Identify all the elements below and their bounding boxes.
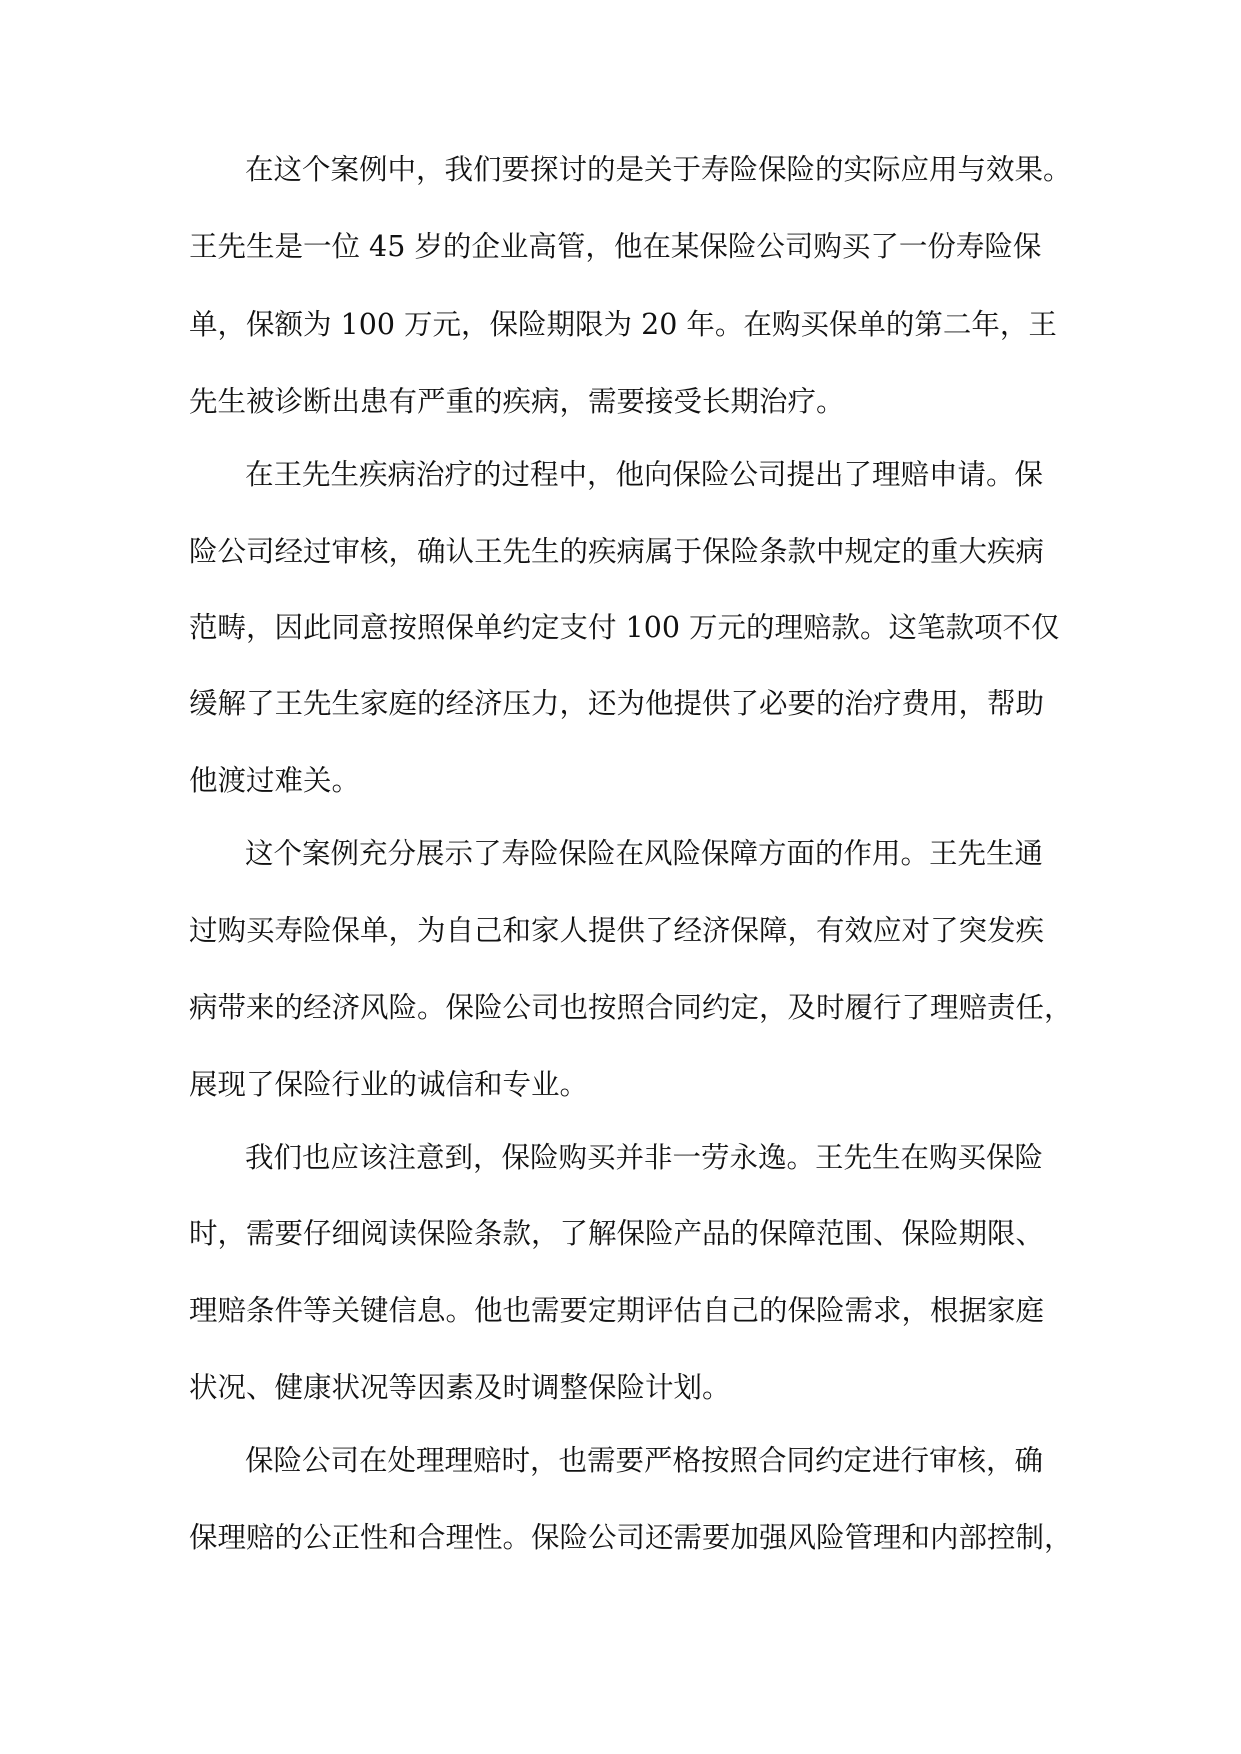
paragraph-3-line-3: 病带来的经济风险。保险公司也按照合同约定，及时履行了理赔责任， (189, 991, 1073, 1024)
paragraph-2-line-1: 在王先生疾病治疗的过程中，他向保险公司提出了理赔申请。保 (245, 458, 1044, 491)
paragraph-2-line-4: 缓解了王先生家庭的经济压力，还为他提供了必要的治疗费用，帮助 (189, 687, 1045, 720)
paragraph-1-line-1: 在这个案例中，我们要探讨的是关于寿险保险的实际应用与效果。 (245, 153, 1072, 186)
paragraph-2-line-3: 范畴，因此同意按照保单约定支付 100 万元的理赔款。这笔款项不仅 (189, 611, 1060, 644)
paragraph-3-line-2: 过购买寿险保单，为自己和家人提供了经济保障，有效应对了突发疾 (189, 914, 1045, 947)
paragraph-5-line-2: 保理赔的公正性和合理性。保险公司还需要加强风险管理和内部控制， (189, 1521, 1073, 1554)
paragraph-1-line-3: 单，保额为 100 万元，保险期限为 20 年。在购买保单的第二年，王 (189, 308, 1057, 341)
paragraph-2-line-2: 险公司经过审核，确认王先生的疾病属于保险条款中规定的重大疾病 (189, 535, 1045, 568)
paragraph-1-line-4: 先生被诊断出患有严重的疾病，需要接受长期治疗。 (189, 385, 845, 418)
paragraph-4-line-3: 理赔条件等关键信息。他也需要定期评估自己的保险需求，根据家庭 (189, 1294, 1045, 1327)
paragraph-4-line-1: 我们也应该注意到，保险购买并非一劳永逸。王先生在购买保险 (245, 1141, 1044, 1174)
paragraph-3-line-1: 这个案例充分展示了寿险保险在风险保障方面的作用。王先生通 (245, 837, 1044, 870)
paragraph-1-line-2: 王先生是一位 45 岁的企业高管，他在某保险公司购买了一份寿险保 (189, 230, 1042, 263)
paragraph-4-line-4: 状况、健康状况等因素及时调整保险计划。 (189, 1371, 731, 1404)
paragraph-3-line-4: 展现了保险行业的诚信和专业。 (189, 1068, 589, 1101)
paragraph-4-line-2: 时，需要仔细阅读保险条款，了解保险产品的保障范围、保险期限、 (189, 1217, 1045, 1250)
paragraph-2-line-5: 他渡过难关。 (189, 764, 361, 797)
paragraph-5-line-1: 保险公司在处理理赔时，也需要严格按照合同约定进行审核，确 (245, 1444, 1044, 1477)
